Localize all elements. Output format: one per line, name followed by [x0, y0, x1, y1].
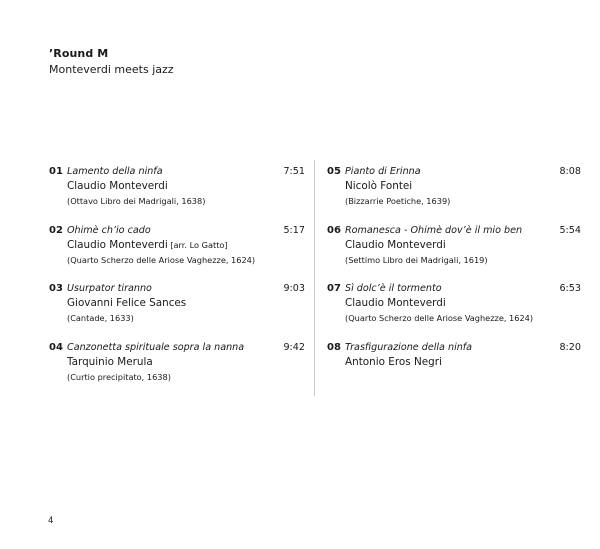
composer-name: Antonio Eros Negri	[345, 355, 442, 368]
track-08	[327, 342, 581, 401]
track-composer	[345, 180, 412, 192]
track-number: 02	[49, 224, 63, 236]
track-composer	[67, 239, 228, 251]
track-number: 03	[49, 283, 63, 294]
track-source: (Ottavo Libro dei Madrigali, 1638)	[67, 196, 206, 206]
track-title: Romanesca - Ohimè dov’è il mio ben	[345, 224, 523, 236]
track-number: 08	[327, 341, 341, 353]
page-number: 4	[48, 516, 54, 526]
track-06	[327, 225, 581, 284]
track-title: Usurpator tiranno	[67, 283, 152, 294]
track-source: (Bizzarrie Poetiche, 1639)	[345, 196, 451, 206]
track-title: Lamento della ninfa	[67, 166, 163, 177]
track-source: (Quarto Scherzo delle Ariose Vaghezze, 1624)	[345, 313, 534, 323]
track-03	[49, 283, 305, 342]
track-title: Pianto di Erinna	[345, 166, 421, 177]
track-title: Trasfigurazione della ninfa	[345, 341, 473, 353]
composer-name: Giovanni Felice Sances	[67, 297, 187, 309]
track-composer	[345, 356, 442, 368]
track-title: Sì dolc’è il tormento	[345, 283, 442, 294]
composer-name: Claudio Monteverdi	[67, 180, 168, 192]
track-source: (Curtio precipitato, 1638)	[67, 371, 171, 382]
track-duration: 7:51	[283, 166, 305, 177]
track-duration: 6:53	[559, 283, 581, 294]
track-duration: 8:08	[559, 166, 581, 177]
track-source: (Settimo Libro dei Madrigali, 1619)	[345, 254, 488, 265]
track-number: 07	[327, 283, 341, 294]
track-title: Ohimè ch’io cado	[67, 224, 151, 236]
track-source: (Cantade, 1633)	[67, 313, 134, 323]
composer-name: Nicolò Fontei	[345, 180, 413, 192]
album-subtitle: Monteverdi meets jazz	[49, 63, 174, 76]
track-04	[49, 342, 305, 401]
composer-name: Claudio Monteverdi	[345, 297, 446, 309]
album-title: ’Round M	[49, 47, 109, 60]
track-number: 04	[49, 341, 63, 353]
track-01	[49, 166, 305, 225]
track-02	[49, 225, 305, 284]
composer-name: Claudio Monteverdi	[67, 238, 168, 251]
track-number: 01	[49, 166, 63, 177]
track-duration: 5:17	[283, 224, 305, 236]
arranger-note: [arr. Lo Gatto]	[167, 239, 228, 250]
track-number: 06	[327, 224, 341, 236]
track-composer	[67, 297, 186, 309]
track-source: (Quarto Scherzo delle Ariose Vaghezze, 1624)	[67, 254, 256, 265]
track-duration: 9:42	[283, 341, 305, 353]
track-duration: 5:54	[559, 224, 581, 236]
track-07	[327, 283, 581, 342]
composer-name: Tarquinio Merula	[67, 355, 153, 368]
track-composer	[67, 180, 168, 192]
track-title: Canzonetta spirituale sopra la nanna	[67, 341, 245, 353]
track-composer	[67, 356, 153, 368]
track-number: 05	[327, 166, 341, 177]
tracklist-left-column	[49, 166, 305, 400]
composer-name: Claudio Monteverdi	[345, 238, 446, 251]
tracklist-right-column	[327, 166, 581, 400]
track-duration: 9:03	[283, 283, 305, 294]
track-composer	[345, 297, 446, 309]
column-divider	[314, 160, 315, 396]
track-composer	[345, 239, 446, 251]
track-duration: 8:20	[559, 341, 581, 353]
track-05	[327, 166, 581, 225]
